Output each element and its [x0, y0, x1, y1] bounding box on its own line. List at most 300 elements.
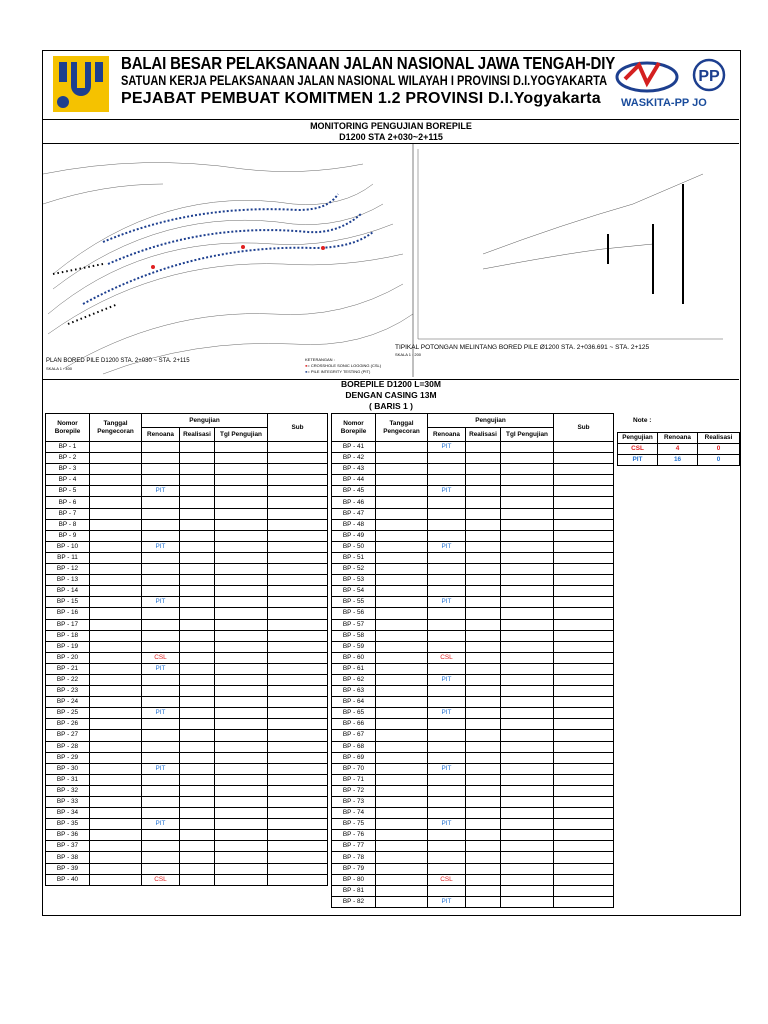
col-sub: Sub — [268, 414, 328, 442]
sub-cell — [268, 852, 328, 863]
realisasi-cell — [180, 752, 215, 763]
realisasi-cell — [466, 652, 501, 663]
sub-cell — [554, 652, 614, 663]
tanggal-cell — [376, 686, 428, 697]
table-row — [332, 763, 614, 774]
sub-cell — [268, 630, 328, 641]
tgl-pengujian-cell — [501, 652, 554, 663]
borepile-number: BP - 53 — [332, 575, 376, 586]
tanggal-cell — [376, 475, 428, 486]
tanggal-cell — [90, 486, 142, 497]
sub-cell — [268, 497, 328, 508]
table-row — [332, 453, 614, 464]
realisasi-cell — [466, 530, 501, 541]
header-line-3: PEJABAT PEMBUAT KOMITMEN 1.2 PROVINSI D.I.Yogyakarta — [121, 90, 601, 107]
tgl-pengujian-cell — [501, 641, 554, 652]
pile-row-2 — [108, 214, 361, 264]
sub-cell — [554, 874, 614, 885]
renoana-cell: PIT — [142, 819, 180, 830]
realisasi-cell — [466, 774, 501, 785]
table-row — [332, 885, 614, 896]
borepile-number: BP - 15 — [46, 597, 90, 608]
tanggal-cell — [376, 663, 428, 674]
table-row — [46, 530, 328, 541]
tgl-pengujian-cell — [215, 508, 268, 519]
subtitle-line-2: DENGAN CASING 13M — [345, 390, 437, 400]
renoana-cell — [428, 752, 466, 763]
tgl-pengujian-cell — [501, 597, 554, 608]
sub-cell — [554, 830, 614, 841]
subtitle-line-3: ( BARIS 1 ) — [369, 401, 413, 411]
tgl-pengujian-cell — [215, 697, 268, 708]
drawing-canvas — [43, 144, 739, 377]
header-line-1: BALAI BESAR PELAKSANAAN JALAN NASIONAL JAWA TENGAH-DIY — [121, 53, 616, 73]
header-line-2: SATUAN KERJA PELAKSANAAN JALAN NASIONAL WILAYAH I PROVINSI D.I.YOGYAKARTA — [121, 73, 608, 88]
table-row — [332, 730, 614, 741]
sub-cell — [268, 874, 328, 885]
sub-cell — [268, 508, 328, 519]
col-nomor: Nomor Borepile — [332, 414, 376, 442]
borepile-number: BP - 14 — [46, 586, 90, 597]
table-row — [332, 697, 614, 708]
tanggal-cell — [90, 464, 142, 475]
table-row — [332, 719, 614, 730]
title-line-2: D1200 STA 2+030~2+115 — [339, 132, 443, 142]
realisasi-cell — [180, 708, 215, 719]
renoana-cell: PIT — [428, 541, 466, 552]
col-realisasi: Realisasi — [466, 428, 501, 442]
sub-cell — [554, 608, 614, 619]
tanggal-cell — [90, 730, 142, 741]
tanggal-cell — [90, 697, 142, 708]
borepile-number: BP - 62 — [332, 674, 376, 685]
table-row — [46, 741, 328, 752]
table-row — [46, 541, 328, 552]
table-row — [332, 708, 614, 719]
sub-cell — [268, 519, 328, 530]
renoana-cell — [142, 442, 180, 453]
borepile-number: BP - 78 — [332, 852, 376, 863]
table-row — [46, 652, 328, 663]
tgl-pengujian-cell — [501, 874, 554, 885]
tgl-pengujian-cell — [215, 630, 268, 641]
realisasi-cell — [466, 619, 501, 630]
tgl-pengujian-cell — [501, 453, 554, 464]
tanggal-cell — [376, 830, 428, 841]
borepile-number: BP - 18 — [46, 630, 90, 641]
realisasi-cell — [180, 874, 215, 885]
realisasi-cell — [466, 708, 501, 719]
tanggal-cell — [376, 630, 428, 641]
tanggal-cell — [90, 797, 142, 808]
renoana-cell — [142, 453, 180, 464]
sub-cell — [554, 708, 614, 719]
table-row — [46, 830, 328, 841]
borepile-number: BP - 3 — [46, 464, 90, 475]
contractor-label: WASKITA-PP JO — [621, 97, 707, 109]
renoana-cell — [428, 797, 466, 808]
tanggal-cell — [90, 752, 142, 763]
sub-cell — [268, 541, 328, 552]
note-label: Note : — [633, 417, 652, 424]
tgl-pengujian-cell — [215, 774, 268, 785]
tgl-pengujian-cell — [501, 541, 554, 552]
borepile-number: BP - 23 — [46, 686, 90, 697]
borepile-number: BP - 5 — [46, 486, 90, 497]
sub-cell — [268, 586, 328, 597]
renoana-cell — [142, 608, 180, 619]
tgl-pengujian-cell — [215, 486, 268, 497]
tanggal-cell — [90, 852, 142, 863]
realisasi-cell — [180, 863, 215, 874]
pile-row-3 — [83, 232, 373, 304]
tgl-pengujian-cell — [501, 564, 554, 575]
tgl-pengujian-cell — [215, 464, 268, 475]
tgl-pengujian-cell — [501, 464, 554, 475]
tanggal-cell — [90, 597, 142, 608]
tanggal-cell — [376, 641, 428, 652]
renoana-cell: PIT — [142, 597, 180, 608]
sub-cell — [554, 785, 614, 796]
sub-cell — [554, 597, 614, 608]
renoana-cell — [142, 785, 180, 796]
col-nomor: Nomor Borepile — [46, 414, 90, 442]
tgl-pengujian-cell — [215, 442, 268, 453]
borepile-number: BP - 37 — [46, 841, 90, 852]
sub-cell — [268, 608, 328, 619]
realisasi-cell — [180, 530, 215, 541]
sub-cell — [554, 674, 614, 685]
borepile-number: BP - 72 — [332, 785, 376, 796]
borepile-number: BP - 81 — [332, 885, 376, 896]
borepile-number: BP - 20 — [46, 652, 90, 663]
table-row — [332, 475, 614, 486]
sub-cell — [268, 863, 328, 874]
borepile-number: BP - 22 — [46, 674, 90, 685]
borepile-number: BP - 21 — [46, 663, 90, 674]
tgl-pengujian-cell — [501, 630, 554, 641]
plan-scale: SKALA 1 : 400 — [46, 366, 73, 371]
tanggal-cell — [376, 885, 428, 896]
tanggal-cell — [376, 752, 428, 763]
tgl-pengujian-cell — [501, 519, 554, 530]
tanggal-cell — [376, 575, 428, 586]
sub-cell — [554, 497, 614, 508]
tanggal-cell — [376, 697, 428, 708]
renoana-cell: PIT — [428, 486, 466, 497]
sub-cell — [554, 564, 614, 575]
borepile-number: BP - 77 — [332, 841, 376, 852]
sub-cell — [554, 464, 614, 475]
tgl-pengujian-cell — [501, 608, 554, 619]
realisasi-cell — [466, 785, 501, 796]
tanggal-cell — [376, 785, 428, 796]
sub-cell — [268, 686, 328, 697]
table-row — [332, 819, 614, 830]
title-line-1: MONITORING PENGUJIAN BOREPILE — [310, 121, 472, 131]
sub-cell — [268, 464, 328, 475]
col-realisasi: Realisasi — [180, 428, 215, 442]
sub-cell — [268, 652, 328, 663]
table-row — [332, 608, 614, 619]
realisasi-cell — [466, 497, 501, 508]
table-row — [332, 575, 614, 586]
tgl-pengujian-cell — [215, 608, 268, 619]
borepile-number: BP - 8 — [46, 519, 90, 530]
realisasi-cell — [466, 475, 501, 486]
table-row — [46, 508, 328, 519]
renoana-cell: PIT — [142, 486, 180, 497]
borepile-number: BP - 28 — [46, 741, 90, 752]
table-row — [46, 863, 328, 874]
tanggal-cell — [90, 508, 142, 519]
tanggal-cell — [90, 663, 142, 674]
table-row — [46, 841, 328, 852]
realisasi-cell — [466, 863, 501, 874]
table-row — [332, 486, 614, 497]
table-row — [46, 852, 328, 863]
realisasi-cell — [466, 719, 501, 730]
table-row — [46, 586, 328, 597]
renoana-cell — [142, 641, 180, 652]
renoana-cell — [428, 630, 466, 641]
tanggal-cell — [90, 686, 142, 697]
borepile-number: BP - 26 — [46, 719, 90, 730]
tanggal-cell — [376, 586, 428, 597]
col-pengujian: Pengujian — [142, 414, 268, 428]
realisasi-cell — [180, 630, 215, 641]
borepile-number: BP - 41 — [332, 442, 376, 453]
tanggal-cell — [376, 530, 428, 541]
table-row — [332, 652, 614, 663]
borepile-number: BP - 63 — [332, 686, 376, 697]
sub-cell — [554, 475, 614, 486]
realisasi-cell — [466, 830, 501, 841]
borepile-number: BP - 73 — [332, 797, 376, 808]
renoana-cell — [428, 719, 466, 730]
realisasi-cell — [180, 741, 215, 752]
tgl-pengujian-cell — [501, 730, 554, 741]
tanggal-cell — [376, 819, 428, 830]
realisasi-cell — [180, 841, 215, 852]
realisasi-cell — [180, 564, 215, 575]
realisasi-cell — [180, 641, 215, 652]
tanggal-cell — [90, 652, 142, 663]
tgl-pengujian-cell — [215, 564, 268, 575]
renoana-cell — [142, 630, 180, 641]
borepile-number: BP - 47 — [332, 508, 376, 519]
table-row — [332, 686, 614, 697]
borepile-number: BP - 45 — [332, 486, 376, 497]
table-row — [332, 863, 614, 874]
renoana-cell — [142, 464, 180, 475]
realisasi-cell — [466, 819, 501, 830]
tanggal-cell — [90, 674, 142, 685]
document-sheet — [42, 50, 741, 916]
borepile-number: BP - 51 — [332, 552, 376, 563]
borepile-number: BP - 12 — [46, 564, 90, 575]
sub-cell — [554, 630, 614, 641]
realisasi-cell — [180, 774, 215, 785]
tanggal-cell — [376, 863, 428, 874]
tanggal-cell — [90, 830, 142, 841]
tgl-pengujian-cell — [215, 741, 268, 752]
renoana-cell — [142, 741, 180, 752]
borepile-number: BP - 56 — [332, 608, 376, 619]
table-row — [46, 641, 328, 652]
tgl-pengujian-cell — [215, 597, 268, 608]
tanggal-cell — [376, 497, 428, 508]
tgl-pengujian-cell — [501, 697, 554, 708]
realisasi-cell — [466, 874, 501, 885]
tgl-pengujian-cell — [501, 841, 554, 852]
renoana-cell — [428, 453, 466, 464]
renoana-cell — [428, 575, 466, 586]
renoana-cell — [142, 841, 180, 852]
renoana-cell — [428, 608, 466, 619]
sub-cell — [268, 752, 328, 763]
borepile-number: BP - 61 — [332, 663, 376, 674]
tgl-pengujian-cell — [501, 497, 554, 508]
tgl-pengujian-cell — [215, 453, 268, 464]
renoana-cell — [142, 797, 180, 808]
renoana-cell: PIT — [142, 663, 180, 674]
tgl-pengujian-cell — [501, 852, 554, 863]
note-row — [618, 444, 740, 455]
tgl-pengujian-cell — [501, 863, 554, 874]
tgl-pengujian-cell — [501, 763, 554, 774]
table-row — [46, 486, 328, 497]
sub-cell — [554, 752, 614, 763]
table-row — [332, 841, 614, 852]
tgl-pengujian-cell — [501, 674, 554, 685]
tanggal-cell — [376, 874, 428, 885]
sub-cell — [554, 552, 614, 563]
realisasi-cell — [466, 808, 501, 819]
table-row — [46, 797, 328, 808]
subtitle-line-1: BOREPILE D1200 L=30M — [341, 379, 441, 389]
tanggal-cell — [90, 763, 142, 774]
tanggal-cell — [90, 863, 142, 874]
sub-cell — [554, 530, 614, 541]
table-row — [46, 464, 328, 475]
tanggal-cell — [90, 541, 142, 552]
borepile-number: BP - 34 — [46, 808, 90, 819]
tanggal-cell — [90, 564, 142, 575]
tanggal-cell — [90, 774, 142, 785]
renoana-cell — [428, 508, 466, 519]
existing-piles — [53, 264, 118, 324]
table-row — [46, 774, 328, 785]
borepile-number: BP - 38 — [46, 852, 90, 863]
table-row — [46, 552, 328, 563]
table-row — [46, 519, 328, 530]
tgl-pengujian-cell — [215, 730, 268, 741]
tgl-pengujian-cell — [215, 552, 268, 563]
section-view — [418, 149, 723, 339]
renoana-cell: PIT — [142, 541, 180, 552]
table-row — [46, 442, 328, 453]
tgl-pengujian-cell — [215, 541, 268, 552]
realisasi-cell — [180, 830, 215, 841]
tanggal-cell — [376, 486, 428, 497]
sub-cell — [554, 719, 614, 730]
col-renoana: Renoana — [142, 428, 180, 442]
tgl-pengujian-cell — [501, 486, 554, 497]
plan-view — [43, 163, 413, 374]
tanggal-cell — [90, 442, 142, 453]
realisasi-cell — [180, 497, 215, 508]
renoana-cell: CSL — [428, 874, 466, 885]
tanggal-cell — [90, 841, 142, 852]
realisasi-cell — [466, 453, 501, 464]
sub-cell — [554, 442, 614, 453]
tgl-pengujian-cell — [215, 708, 268, 719]
renoana-cell: PIT — [428, 763, 466, 774]
section-caption: TIPIKAL POTONGAN MELINTANG BORED PILE Ø1200 STA. 2+036.691 ~ STA. 2+125 — [395, 344, 650, 351]
renoana-cell — [428, 641, 466, 652]
renoana-cell — [428, 530, 466, 541]
renoana-cell — [142, 475, 180, 486]
sub-cell — [554, 896, 614, 907]
borepile-number: BP - 2 — [46, 453, 90, 464]
borepile-number: BP - 71 — [332, 774, 376, 785]
sub-cell — [554, 453, 614, 464]
sub-cell — [268, 719, 328, 730]
sub-cell — [554, 730, 614, 741]
sub-cell — [554, 519, 614, 530]
tgl-pengujian-cell — [215, 519, 268, 530]
renoana-cell — [428, 730, 466, 741]
sub-cell — [554, 819, 614, 830]
renoana-cell — [428, 785, 466, 796]
realisasi-cell — [466, 763, 501, 774]
borepile-number: BP - 50 — [332, 541, 376, 552]
sub-cell — [268, 785, 328, 796]
borepile-number: BP - 30 — [46, 763, 90, 774]
borepile-number: BP - 76 — [332, 830, 376, 841]
tgl-pengujian-cell — [215, 586, 268, 597]
renoana-cell — [428, 852, 466, 863]
tanggal-cell — [90, 785, 142, 796]
borepile-number: BP - 44 — [332, 475, 376, 486]
borepile-number: BP - 54 — [332, 586, 376, 597]
tanggal-cell — [376, 652, 428, 663]
table-row — [46, 785, 328, 796]
renoana-cell — [428, 586, 466, 597]
table-row — [46, 575, 328, 586]
sub-cell — [268, 564, 328, 575]
borepile-number: BP - 24 — [46, 697, 90, 708]
borepile-number: BP - 16 — [46, 608, 90, 619]
sub-cell — [554, 797, 614, 808]
renoana-cell — [142, 519, 180, 530]
table-row — [46, 619, 328, 630]
tgl-pengujian-cell — [215, 475, 268, 486]
borepile-number: BP - 80 — [332, 874, 376, 885]
tanggal-cell — [90, 719, 142, 730]
realisasi-cell — [466, 741, 501, 752]
renoana-cell — [428, 564, 466, 575]
table-row — [332, 564, 614, 575]
renoana-cell: PIT — [428, 708, 466, 719]
realisasi-cell — [180, 619, 215, 630]
tanggal-cell — [90, 741, 142, 752]
tanggal-cell — [376, 774, 428, 785]
table-row — [332, 552, 614, 563]
borepile-number: BP - 1 — [46, 442, 90, 453]
borepile-number: BP - 60 — [332, 652, 376, 663]
